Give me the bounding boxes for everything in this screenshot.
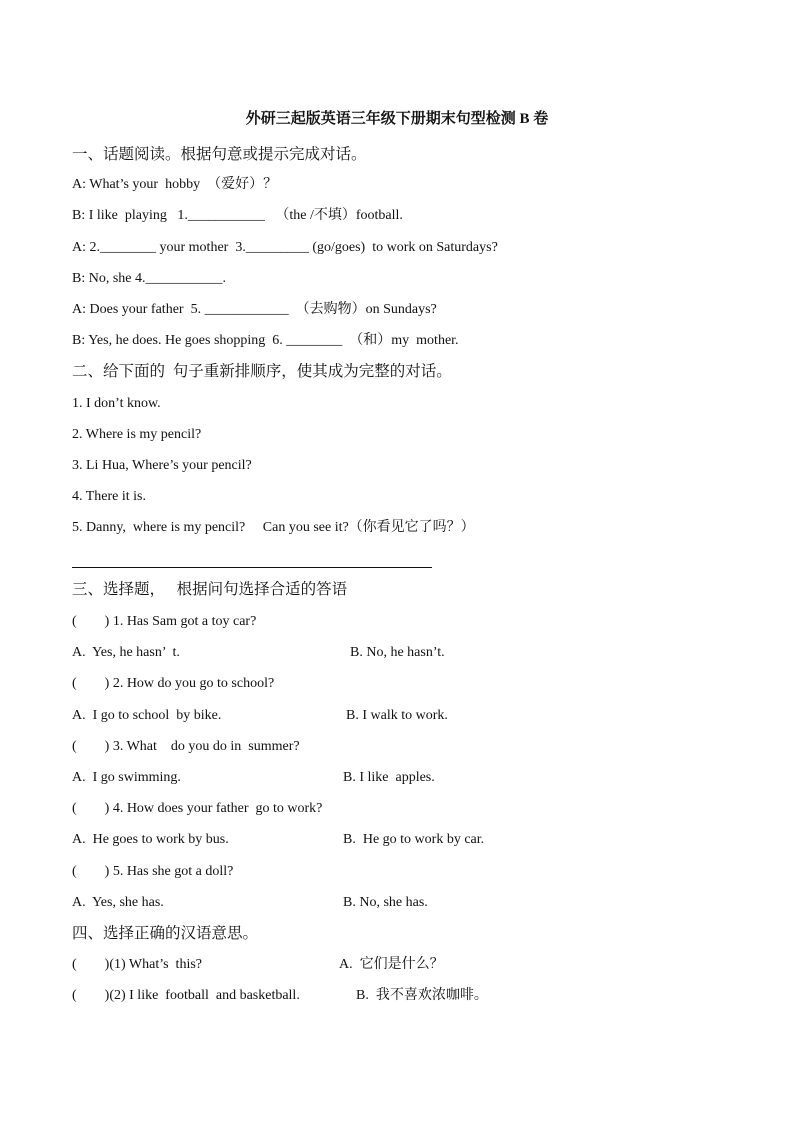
question: ( ) 2. How do you go to school? (72, 676, 275, 691)
sentence-item: 1. I don’t know. (72, 396, 161, 411)
option-b: B. I walk to work. (346, 708, 448, 723)
option-b: B. I like apples. (343, 770, 435, 785)
dialog-line: A: 2.________ your mother 3._________ (go/goes) to work on Saturdays? (72, 240, 498, 255)
answer-line (72, 567, 432, 568)
dialog-line: B: No, she 4.___________. (72, 271, 226, 286)
option-a: A. I go swimming. (72, 770, 181, 785)
section-3-heading: 三、选择题， 根据问句选择合适的答语 (72, 581, 348, 598)
sentence-item: 3. Li Hua, Where’s your pencil? (72, 458, 252, 473)
sentence-item: 4. There it is. (72, 489, 147, 504)
dialog-line: A: Does your father 5. ____________ （去购物）on Sundays? (72, 302, 437, 317)
dialog-line: B: I like playing 1.___________ （the /不填）football. (72, 208, 403, 223)
question: ( )(1) What’s this? (72, 957, 202, 972)
option-b: B. No, she has. (343, 895, 428, 910)
option-a: A. Yes, she has. (72, 895, 164, 910)
option-a: A. I go to school by bike. (72, 708, 222, 723)
section-4-heading: 四、选择正确的汉语意思。 (72, 925, 259, 942)
sentence-item: 2. Where is my pencil? (72, 427, 202, 442)
section-2-heading: 二、给下面的 句子重新排顺序，使其成为完整的对话。 (72, 363, 452, 380)
option-b: B. No, he hasn’t. (350, 645, 445, 660)
question: ( ) 4. How does your father go to work? (72, 801, 323, 816)
chinese-option: B. 我不喜欢浓咖啡。 (356, 988, 488, 1003)
sentence-item: 5. Danny, where is my pencil? Can you see it?（你看见它了吗？） (72, 520, 475, 535)
option-a: A. Yes, he hasn’ t. (72, 645, 180, 660)
chinese-option: A. 它们是什么？ (339, 957, 444, 972)
question: ( ) 1. Has Sam got a toy car? (72, 614, 257, 629)
question: ( )(2) I like football and basketball. (72, 988, 300, 1003)
option-a: A. He goes to work by bus. (72, 832, 229, 847)
dialog-line: A: What’s your hobby （爱好）？ (72, 177, 278, 192)
page-title: 外研三起版英语三年级下册期末句型检测 B 卷 (245, 111, 549, 127)
dialog-line: B: Yes, he does. He goes shopping 6. ________ （和）my mother. (72, 333, 459, 348)
option-b: B. He go to work by car. (343, 832, 485, 847)
question: ( ) 3. What do you do in summer? (72, 739, 300, 754)
question: ( ) 5. Has she got a doll? (72, 864, 234, 879)
section-1-heading: 一、话题阅读。根据句意或提示完成对话。 (72, 146, 367, 163)
